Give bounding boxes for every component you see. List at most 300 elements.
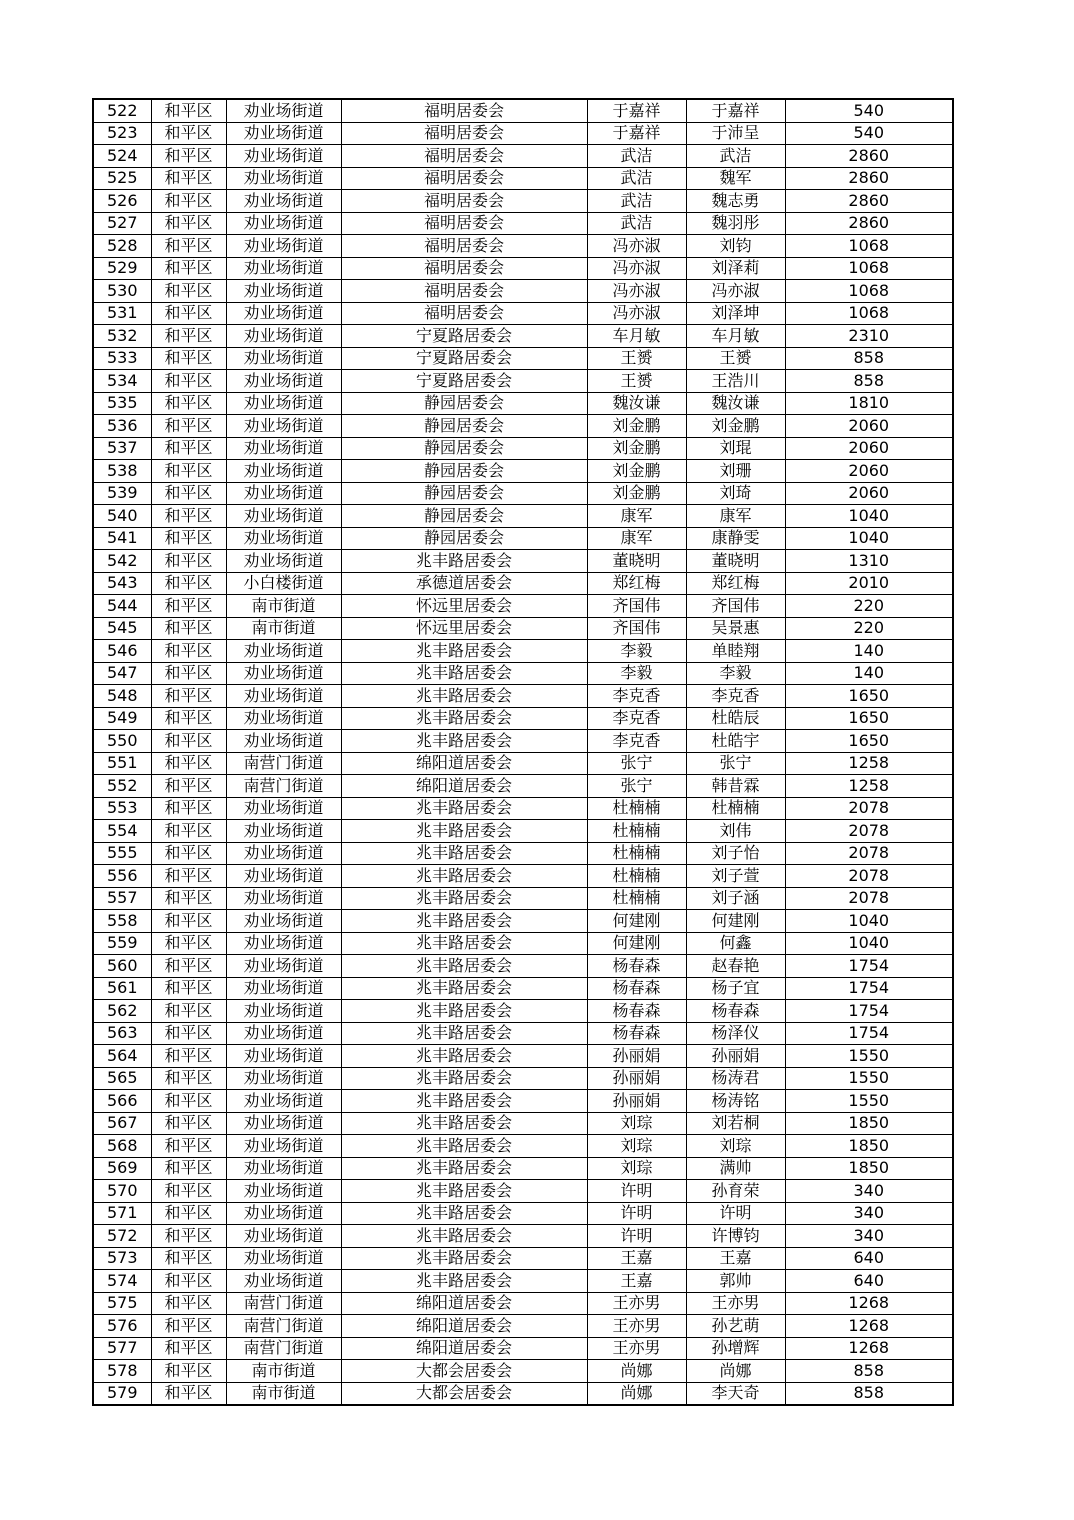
committee-cell: 福明居委会: [341, 122, 587, 145]
member-cell: 王浩川: [686, 370, 785, 393]
amount-cell: 1754: [785, 977, 953, 1000]
member-cell: 刘子萱: [686, 865, 785, 888]
amount-cell: 1550: [785, 1090, 953, 1113]
table-row: [93, 145, 953, 168]
table-body: [93, 99, 953, 1405]
subdistrict-cell: 劝业场街道: [226, 122, 341, 145]
row-index-cell: 537: [93, 437, 151, 460]
committee-cell: 兆丰路居委会: [341, 1135, 587, 1158]
row-index-cell: 563: [93, 1022, 151, 1045]
district-cell: 和平区: [151, 1067, 226, 1090]
district-cell: 和平区: [151, 235, 226, 258]
district-cell: 和平区: [151, 437, 226, 460]
householder-cell: 许明: [587, 1180, 686, 1203]
member-cell: 魏军: [686, 167, 785, 190]
amount-cell: 2060: [785, 437, 953, 460]
committee-cell: 兆丰路居委会: [341, 685, 587, 708]
amount-cell: 858: [785, 347, 953, 370]
table-row: [93, 1225, 953, 1248]
member-cell: 康军: [686, 505, 785, 528]
table-row: [93, 437, 953, 460]
amount-cell: 2860: [785, 212, 953, 235]
committee-cell: 静园居委会: [341, 505, 587, 528]
amount-cell: 2060: [785, 482, 953, 505]
amount-cell: 1850: [785, 1112, 953, 1135]
committee-cell: 兆丰路居委会: [341, 955, 587, 978]
amount-cell: 1068: [785, 235, 953, 258]
member-cell: 刘泽坤: [686, 302, 785, 325]
subdistrict-cell: 劝业场街道: [226, 910, 341, 933]
row-index-cell: 578: [93, 1360, 151, 1383]
committee-cell: 绵阳道居委会: [341, 752, 587, 775]
committee-cell: 兆丰路居委会: [341, 1180, 587, 1203]
householder-cell: 王嘉: [587, 1247, 686, 1270]
committee-cell: 大都会居委会: [341, 1382, 587, 1405]
row-index-cell: 565: [93, 1067, 151, 1090]
amount-cell: 2860: [785, 145, 953, 168]
householder-cell: 尚娜: [587, 1360, 686, 1383]
amount-cell: 1650: [785, 707, 953, 730]
amount-cell: 1268: [785, 1292, 953, 1315]
subdistrict-cell: 劝业场街道: [226, 707, 341, 730]
table-row: [93, 775, 953, 798]
amount-cell: 1268: [785, 1337, 953, 1360]
table-row: [93, 1180, 953, 1203]
row-index-cell: 571: [93, 1202, 151, 1225]
member-cell: 杜皓宇: [686, 730, 785, 753]
district-cell: 和平区: [151, 887, 226, 910]
member-cell: 刘金鹏: [686, 415, 785, 438]
table-row: [93, 280, 953, 303]
householder-cell: 许明: [587, 1202, 686, 1225]
amount-cell: 1550: [785, 1067, 953, 1090]
householder-cell: 杨春森: [587, 955, 686, 978]
district-cell: 和平区: [151, 685, 226, 708]
district-cell: 和平区: [151, 370, 226, 393]
subdistrict-cell: 南营门街道: [226, 1315, 341, 1338]
row-index-cell: 552: [93, 775, 151, 798]
committee-cell: 兆丰路居委会: [341, 865, 587, 888]
table-row: [93, 572, 953, 595]
amount-cell: 1040: [785, 527, 953, 550]
committee-cell: 福明居委会: [341, 167, 587, 190]
row-index-cell: 546: [93, 640, 151, 663]
amount-cell: 540: [785, 99, 953, 122]
member-cell: 魏羽彤: [686, 212, 785, 235]
committee-cell: 福明居委会: [341, 257, 587, 280]
subdistrict-cell: 劝业场街道: [226, 955, 341, 978]
householder-cell: 冯亦淑: [587, 235, 686, 258]
householder-cell: 武洁: [587, 145, 686, 168]
householder-cell: 孙丽娟: [587, 1045, 686, 1068]
row-index-cell: 576: [93, 1315, 151, 1338]
subdistrict-cell: 南市街道: [226, 617, 341, 640]
member-cell: 李克香: [686, 685, 785, 708]
table-row: [93, 977, 953, 1000]
amount-cell: 640: [785, 1270, 953, 1293]
subdistrict-cell: 劝业场街道: [226, 1225, 341, 1248]
row-index-cell: 550: [93, 730, 151, 753]
subdistrict-cell: 南营门街道: [226, 1337, 341, 1360]
subdistrict-cell: 劝业场街道: [226, 797, 341, 820]
amount-cell: 340: [785, 1225, 953, 1248]
row-index-cell: 524: [93, 145, 151, 168]
table-row: [93, 1067, 953, 1090]
row-index-cell: 564: [93, 1045, 151, 1068]
row-index-cell: 547: [93, 662, 151, 685]
member-cell: 魏汝谦: [686, 392, 785, 415]
row-index-cell: 525: [93, 167, 151, 190]
householder-cell: 郑红梅: [587, 572, 686, 595]
householder-cell: 康军: [587, 505, 686, 528]
row-index-cell: 572: [93, 1225, 151, 1248]
member-cell: 杨涛铭: [686, 1090, 785, 1113]
committee-cell: 兆丰路居委会: [341, 887, 587, 910]
district-cell: 和平区: [151, 752, 226, 775]
member-cell: 李毅: [686, 662, 785, 685]
table-row: [93, 1292, 953, 1315]
amount-cell: 1258: [785, 775, 953, 798]
row-index-cell: 527: [93, 212, 151, 235]
member-cell: 刘子怡: [686, 842, 785, 865]
committee-cell: 福明居委会: [341, 145, 587, 168]
householder-cell: 杨春森: [587, 1022, 686, 1045]
district-cell: 和平区: [151, 482, 226, 505]
householder-cell: 王亦男: [587, 1337, 686, 1360]
amount-cell: 1068: [785, 257, 953, 280]
district-cell: 和平区: [151, 797, 226, 820]
committee-cell: 宁夏路居委会: [341, 370, 587, 393]
householder-cell: 魏汝谦: [587, 392, 686, 415]
row-index-cell: 541: [93, 527, 151, 550]
householder-cell: 冯亦淑: [587, 257, 686, 280]
householder-cell: 李克香: [587, 707, 686, 730]
table-row: [93, 932, 953, 955]
table-row: [93, 1112, 953, 1135]
district-cell: 和平区: [151, 347, 226, 370]
amount-cell: 1310: [785, 550, 953, 573]
table-row: [93, 752, 953, 775]
committee-cell: 宁夏路居委会: [341, 347, 587, 370]
table-row: [93, 325, 953, 348]
table-row: [93, 505, 953, 528]
row-index-cell: 534: [93, 370, 151, 393]
amount-cell: 2860: [785, 167, 953, 190]
member-cell: 杨泽仪: [686, 1022, 785, 1045]
householder-cell: 王赟: [587, 347, 686, 370]
row-index-cell: 528: [93, 235, 151, 258]
district-cell: 和平区: [151, 1112, 226, 1135]
member-cell: 郑红梅: [686, 572, 785, 595]
district-cell: 和平区: [151, 865, 226, 888]
subdistrict-cell: 南市街道: [226, 1382, 341, 1405]
district-cell: 和平区: [151, 932, 226, 955]
member-cell: 李天奇: [686, 1382, 785, 1405]
amount-cell: 340: [785, 1202, 953, 1225]
committee-cell: 兆丰路居委会: [341, 1090, 587, 1113]
row-index-cell: 545: [93, 617, 151, 640]
amount-cell: 858: [785, 1360, 953, 1383]
district-cell: 和平区: [151, 1180, 226, 1203]
householder-cell: 王嘉: [587, 1270, 686, 1293]
table-row: [93, 1157, 953, 1180]
district-cell: 和平区: [151, 1000, 226, 1023]
member-cell: 杜皓辰: [686, 707, 785, 730]
member-cell: 王亦男: [686, 1292, 785, 1315]
member-cell: 刘泽莉: [686, 257, 785, 280]
committee-cell: 大都会居委会: [341, 1360, 587, 1383]
member-cell: 吴景惠: [686, 617, 785, 640]
member-cell: 许明: [686, 1202, 785, 1225]
subdistrict-cell: 劝业场街道: [226, 235, 341, 258]
amount-cell: 2078: [785, 842, 953, 865]
district-cell: 和平区: [151, 1337, 226, 1360]
amount-cell: 2010: [785, 572, 953, 595]
committee-cell: 兆丰路居委会: [341, 1202, 587, 1225]
householder-cell: 孙丽娟: [587, 1090, 686, 1113]
subdistrict-cell: 南市街道: [226, 595, 341, 618]
row-index-cell: 533: [93, 347, 151, 370]
householder-cell: 刘金鹏: [587, 415, 686, 438]
amount-cell: 1068: [785, 302, 953, 325]
district-cell: 和平区: [151, 572, 226, 595]
committee-cell: 承德道居委会: [341, 572, 587, 595]
row-index-cell: 551: [93, 752, 151, 775]
row-index-cell: 553: [93, 797, 151, 820]
row-index-cell: 543: [93, 572, 151, 595]
table-row: [93, 1090, 953, 1113]
subdistrict-cell: 小白楼街道: [226, 572, 341, 595]
district-cell: 和平区: [151, 190, 226, 213]
householder-cell: 尚娜: [587, 1382, 686, 1405]
row-index-cell: 538: [93, 460, 151, 483]
subdistrict-cell: 劝业场街道: [226, 1180, 341, 1203]
committee-cell: 兆丰路居委会: [341, 1022, 587, 1045]
subdistrict-cell: 劝业场街道: [226, 730, 341, 753]
subdistrict-cell: 劝业场街道: [226, 1045, 341, 1068]
amount-cell: 540: [785, 122, 953, 145]
subdistrict-cell: 劝业场街道: [226, 977, 341, 1000]
amount-cell: 858: [785, 1382, 953, 1405]
committee-cell: 兆丰路居委会: [341, 842, 587, 865]
table-row: [93, 865, 953, 888]
committee-cell: 兆丰路居委会: [341, 550, 587, 573]
district-cell: 和平区: [151, 257, 226, 280]
committee-cell: 静园居委会: [341, 460, 587, 483]
district-cell: 和平区: [151, 1090, 226, 1113]
householder-cell: 李毅: [587, 640, 686, 663]
table-row: [93, 212, 953, 235]
subdistrict-cell: 劝业场街道: [226, 145, 341, 168]
amount-cell: 2860: [785, 190, 953, 213]
amount-cell: 140: [785, 662, 953, 685]
row-index-cell: 562: [93, 1000, 151, 1023]
row-index-cell: 567: [93, 1112, 151, 1135]
row-index-cell: 549: [93, 707, 151, 730]
table-row: [93, 1247, 953, 1270]
table-row: [93, 370, 953, 393]
district-cell: 和平区: [151, 1247, 226, 1270]
subdistrict-cell: 劝业场街道: [226, 280, 341, 303]
committee-cell: 静园居委会: [341, 415, 587, 438]
district-cell: 和平区: [151, 99, 226, 122]
member-cell: 杜楠楠: [686, 797, 785, 820]
amount-cell: 2060: [785, 460, 953, 483]
district-cell: 和平区: [151, 820, 226, 843]
subdistrict-cell: 劝业场街道: [226, 347, 341, 370]
amount-cell: 1268: [785, 1315, 953, 1338]
row-index-cell: 560: [93, 955, 151, 978]
committee-cell: 静园居委会: [341, 482, 587, 505]
amount-cell: 340: [785, 1180, 953, 1203]
householder-cell: 冯亦淑: [587, 302, 686, 325]
householder-cell: 杨春森: [587, 1000, 686, 1023]
row-index-cell: 540: [93, 505, 151, 528]
table-row: [93, 1270, 953, 1293]
member-cell: 于嘉祥: [686, 99, 785, 122]
committee-cell: 兆丰路居委会: [341, 932, 587, 955]
table-row: [93, 99, 953, 122]
member-cell: 齐国伟: [686, 595, 785, 618]
table-row: [93, 707, 953, 730]
householder-cell: 刘金鹏: [587, 482, 686, 505]
subdistrict-cell: 劝业场街道: [226, 685, 341, 708]
householder-cell: 王亦男: [587, 1315, 686, 1338]
householder-cell: 刘金鹏: [587, 437, 686, 460]
row-index-cell: 569: [93, 1157, 151, 1180]
member-cell: 刘子涵: [686, 887, 785, 910]
member-cell: 王赟: [686, 347, 785, 370]
table-row: [93, 887, 953, 910]
committee-cell: 静园居委会: [341, 437, 587, 460]
householder-cell: 杜楠楠: [587, 887, 686, 910]
row-index-cell: 532: [93, 325, 151, 348]
member-cell: 刘若桐: [686, 1112, 785, 1135]
committee-cell: 静园居委会: [341, 527, 587, 550]
committee-cell: 兆丰路居委会: [341, 730, 587, 753]
district-cell: 和平区: [151, 1225, 226, 1248]
amount-cell: 140: [785, 640, 953, 663]
amount-cell: 1850: [785, 1157, 953, 1180]
table-row: [93, 1045, 953, 1068]
committee-cell: 静园居委会: [341, 392, 587, 415]
district-cell: 和平区: [151, 415, 226, 438]
district-cell: 和平区: [151, 167, 226, 190]
subdistrict-cell: 劝业场街道: [226, 1270, 341, 1293]
subdistrict-cell: 劝业场街道: [226, 820, 341, 843]
subdistrict-cell: 劝业场街道: [226, 392, 341, 415]
committee-cell: 兆丰路居委会: [341, 797, 587, 820]
district-cell: 和平区: [151, 145, 226, 168]
householder-cell: 刘琮: [587, 1135, 686, 1158]
householder-cell: 李毅: [587, 662, 686, 685]
row-index-cell: 530: [93, 280, 151, 303]
member-cell: 刘琮: [686, 1135, 785, 1158]
amount-cell: 858: [785, 370, 953, 393]
householder-cell: 杜楠楠: [587, 797, 686, 820]
member-cell: 冯亦淑: [686, 280, 785, 303]
district-cell: 和平区: [151, 662, 226, 685]
row-index-cell: 559: [93, 932, 151, 955]
table-row: [93, 640, 953, 663]
amount-cell: 1040: [785, 910, 953, 933]
amount-cell: 1068: [785, 280, 953, 303]
table-row: [93, 662, 953, 685]
member-cell: 车月敏: [686, 325, 785, 348]
district-cell: 和平区: [151, 775, 226, 798]
householder-cell: 杨春森: [587, 977, 686, 1000]
district-cell: 和平区: [151, 122, 226, 145]
householder-cell: 杜楠楠: [587, 842, 686, 865]
table-row: [93, 482, 953, 505]
district-cell: 和平区: [151, 505, 226, 528]
amount-cell: 640: [785, 1247, 953, 1270]
subdistrict-cell: 劝业场街道: [226, 302, 341, 325]
committee-cell: 兆丰路居委会: [341, 707, 587, 730]
subdistrict-cell: 劝业场街道: [226, 1000, 341, 1023]
subdistrict-cell: 劝业场街道: [226, 505, 341, 528]
amount-cell: 1550: [785, 1045, 953, 1068]
member-cell: 满帅: [686, 1157, 785, 1180]
table-row: [93, 392, 953, 415]
amount-cell: 1754: [785, 1000, 953, 1023]
member-cell: 杨子宜: [686, 977, 785, 1000]
district-cell: 和平区: [151, 392, 226, 415]
member-cell: 刘珊: [686, 460, 785, 483]
table-row: [93, 460, 953, 483]
row-index-cell: 535: [93, 392, 151, 415]
subdistrict-cell: 劝业场街道: [226, 257, 341, 280]
amount-cell: 2078: [785, 820, 953, 843]
committee-cell: 福明居委会: [341, 212, 587, 235]
member-cell: 董晓明: [686, 550, 785, 573]
householder-cell: 刘琮: [587, 1112, 686, 1135]
amount-cell: 2310: [785, 325, 953, 348]
householder-cell: 孙丽娟: [587, 1067, 686, 1090]
committee-cell: 宁夏路居委会: [341, 325, 587, 348]
amount-cell: 1040: [785, 932, 953, 955]
householder-cell: 于嘉祥: [587, 122, 686, 145]
householder-cell: 杜楠楠: [587, 865, 686, 888]
amount-cell: 1810: [785, 392, 953, 415]
row-index-cell: 555: [93, 842, 151, 865]
district-cell: 和平区: [151, 212, 226, 235]
district-cell: 和平区: [151, 1202, 226, 1225]
row-index-cell: 522: [93, 99, 151, 122]
row-index-cell: 536: [93, 415, 151, 438]
subdistrict-cell: 劝业场街道: [226, 482, 341, 505]
member-cell: 许博钧: [686, 1225, 785, 1248]
table-row: [93, 617, 953, 640]
householder-cell: 张宁: [587, 775, 686, 798]
householder-cell: 刘琮: [587, 1157, 686, 1180]
row-index-cell: 523: [93, 122, 151, 145]
committee-cell: 福明居委会: [341, 190, 587, 213]
committee-cell: 怀远里居委会: [341, 595, 587, 618]
subdistrict-cell: 劝业场街道: [226, 1202, 341, 1225]
committee-cell: 兆丰路居委会: [341, 1225, 587, 1248]
member-cell: 于沛呈: [686, 122, 785, 145]
committee-cell: 绵阳道居委会: [341, 1292, 587, 1315]
subdistrict-cell: 劝业场街道: [226, 437, 341, 460]
amount-cell: 220: [785, 595, 953, 618]
amount-cell: 1754: [785, 955, 953, 978]
member-cell: 王嘉: [686, 1247, 785, 1270]
row-index-cell: 574: [93, 1270, 151, 1293]
row-index-cell: 539: [93, 482, 151, 505]
table-row: [93, 415, 953, 438]
householder-cell: 许明: [587, 1225, 686, 1248]
